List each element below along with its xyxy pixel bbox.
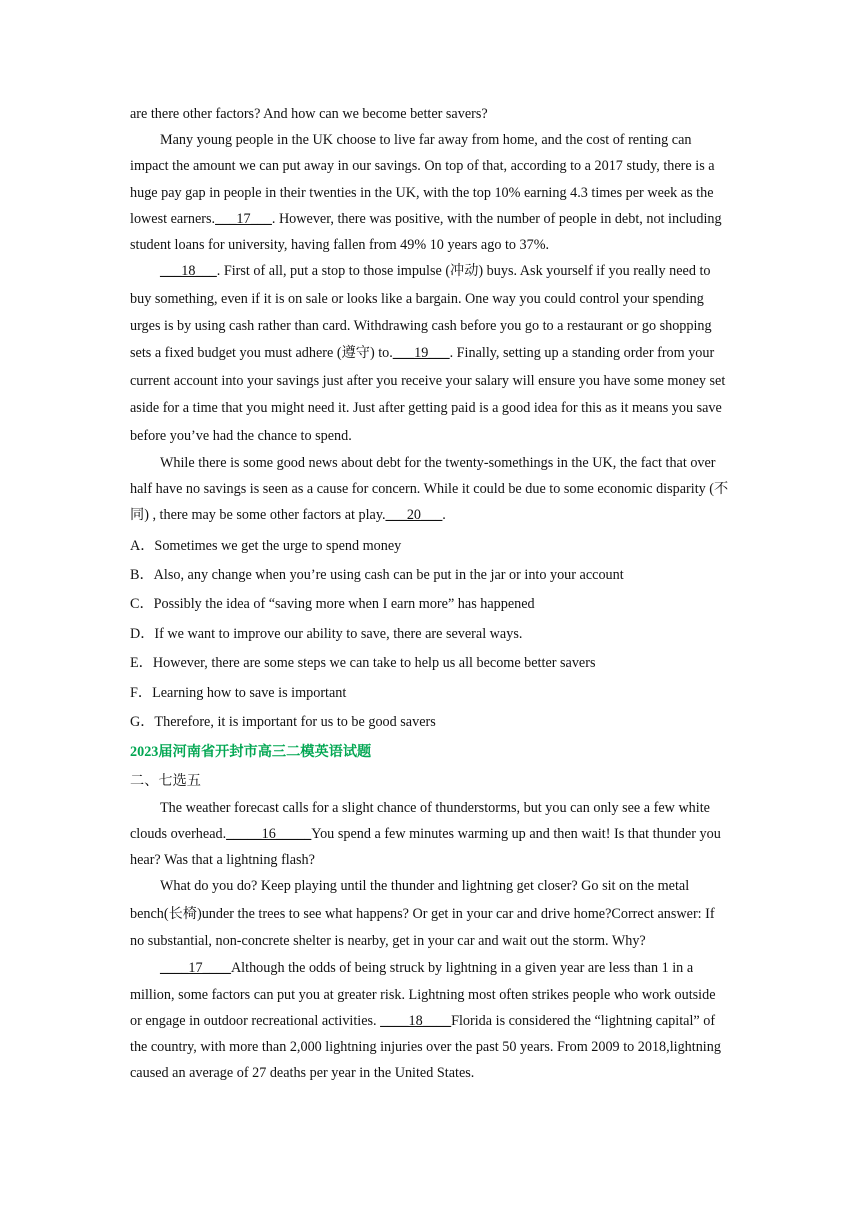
blank-18: ___18___ bbox=[160, 263, 217, 280]
passage2-paragraph-1 bbox=[130, 795, 730, 874]
passage1-paragraph-1 bbox=[130, 127, 730, 258]
paragraph-text: The weather forecast calls for a slight chance of thunderstorms, but you can only see a few white clouds overhead. bbox=[130, 799, 710, 842]
paragraph-text: Although the odds of being struck by lightning in a given year are less than 1 in a million, some factors can put you at greater risk. Lightning most often strikes people who work outside or engage in outdoor recreational activities. bbox=[130, 960, 716, 1029]
paragraph-text: Florida is considered the “lightning capital” of the country, with more than 2,000 lightning injuries over the past 50 years. From 2009 to 2018,lightning caused an average of 27 deaths per year in the United States. bbox=[130, 1012, 721, 1082]
option-b: B．Also, any change when you’re using cash can be put in the jar or into your account bbox=[130, 567, 624, 584]
option-c: C．Possibly the idea of “saving more when I earn more” has happened bbox=[130, 596, 535, 613]
passage2-paragraph-3 bbox=[130, 955, 730, 1086]
paragraph-text: . bbox=[442, 507, 446, 524]
option-f: F．Learning how to save is important bbox=[130, 684, 347, 701]
blank-17: ___17___ bbox=[215, 210, 272, 227]
document-content bbox=[130, 101, 730, 1086]
blank-20: ___20___ bbox=[385, 507, 443, 524]
option-d: D．If we want to improve our ability to save, there are several ways. bbox=[130, 625, 523, 642]
paragraph-text: . However, there was positive, with the number of people in debt, not including student loans for university, having fallen from 49% 10 years ago to 37%. bbox=[130, 210, 722, 254]
paragraph-text: You spend a few minutes warming up and then wait! Is that thunder you hear? Was that a lightning flash? bbox=[130, 825, 721, 868]
exam-heading: 2023届河南省开封市高三二模英语试题 bbox=[130, 743, 372, 760]
answer-options bbox=[130, 532, 730, 738]
blank-19: ___19___ bbox=[392, 345, 450, 362]
passage1-paragraph-3 bbox=[130, 450, 730, 529]
paragraph-text: While there is some good news about debt for the twenty-somethings in the UK, the fact that over half have no savings is seen as a cause for concern. While it could be due to some economic disparity (不同) , there may be some other factors at play. bbox=[130, 455, 729, 524]
paragraph-text: . Finally, setting up a standing order from your current account into your savings just after you receive your salary will ensure you have some money set aside for a time that you might need it. Just after getting paid is a good idea for this as it means you save before you’ve had the chance to spend. bbox=[130, 345, 726, 444]
passage1-intro-tail: are there other factors? And how can we become better savers? bbox=[130, 106, 488, 122]
blank-18: ____18____ bbox=[380, 1012, 452, 1029]
option-e: E．However, there are some steps we can take to help us all become better savers bbox=[130, 655, 596, 672]
paragraph-text: . First of all, put a stop to those impulse (冲动) buys. Ask yourself if you really need to buy something, even if it is on sale or looks like a bargain. One way you could control your spending urges is by using cash rather than card. Withdrawing cash before you go to a restaurant or go shopping sets a fixed budget you must adhere (遵守) to. bbox=[130, 263, 712, 362]
option-a: A．Sometimes we get the urge to spend money bbox=[130, 537, 402, 554]
section-title: 二、七选五 bbox=[130, 772, 201, 789]
option-g: G．Therefore, it is important for us to be good savers bbox=[130, 714, 436, 731]
blank-16: _____16_____ bbox=[226, 825, 312, 842]
passage2-paragraph-2: What do you do? Keep playing until the thunder and lightning get closer? Go sit on the metal bench(长椅)under the trees to see what happens? Or get in your car and drive home?Correct answer: If no substantial, non-concrete shelter is nearby, get in your car and wait out the storm. Why? bbox=[130, 878, 715, 949]
paragraph-text: Many young people in the UK choose to live far away from home, and the cost of renting can impact the amount we can put away in our savings. On top of that, according to a 2017 study, there is a huge pay gap in people in their twenties in the UK, with the top 10% earning 4.3 times per week as the lowest earners. bbox=[130, 132, 715, 227]
blank-17: ____17____ bbox=[160, 960, 231, 977]
passage1-paragraph-2 bbox=[130, 258, 730, 450]
